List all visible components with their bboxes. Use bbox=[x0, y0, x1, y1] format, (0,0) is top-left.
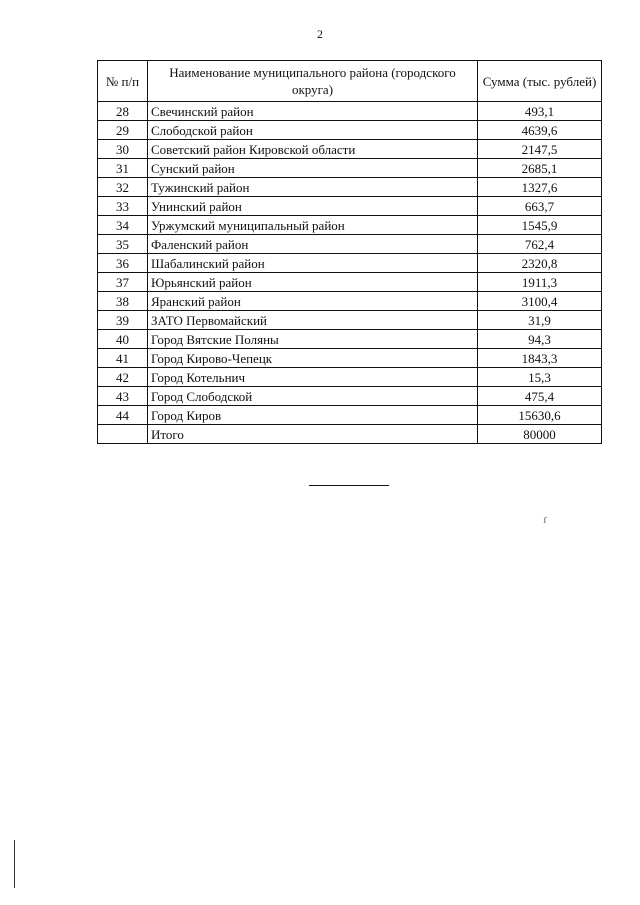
row-sum-cell: 1327,6 bbox=[478, 178, 602, 197]
end-separator-line bbox=[309, 485, 389, 486]
allocation-table bbox=[97, 60, 602, 444]
table-body bbox=[98, 102, 602, 425]
row-district-name-cell: Унинский район bbox=[148, 197, 478, 216]
row-district-name-cell: Свечинский район bbox=[148, 102, 478, 121]
row-district-name-cell: Город Киров bbox=[148, 406, 478, 425]
table-row bbox=[98, 140, 602, 159]
row-district-name-cell: ЗАТО Первомайский bbox=[148, 311, 478, 330]
table-row bbox=[98, 197, 602, 216]
total-row bbox=[98, 425, 602, 444]
row-district-name-cell: Юрьянский район bbox=[148, 273, 478, 292]
row-district-name-cell: Советский район Кировской области bbox=[148, 140, 478, 159]
table-row bbox=[98, 387, 602, 406]
total-sum-cell: 80000 bbox=[478, 425, 602, 444]
table-row bbox=[98, 159, 602, 178]
row-district-name-cell: Город Кирово-Чепецк bbox=[148, 349, 478, 368]
header-sum: Сумма (тыс. рублей) bbox=[478, 61, 602, 102]
table-row bbox=[98, 292, 602, 311]
row-district-name-cell: Шабалинский район bbox=[148, 254, 478, 273]
scan-margin-line bbox=[14, 840, 15, 888]
row-district-name-cell: Яранский район bbox=[148, 292, 478, 311]
table-row bbox=[98, 349, 602, 368]
row-number-cell: 35 bbox=[98, 235, 148, 254]
row-sum-cell: 1911,3 bbox=[478, 273, 602, 292]
table-row bbox=[98, 311, 602, 330]
table-row bbox=[98, 235, 602, 254]
row-number-cell: 28 bbox=[98, 102, 148, 121]
row-sum-cell: 475,4 bbox=[478, 387, 602, 406]
total-number-cell bbox=[98, 425, 148, 444]
row-number-cell: 34 bbox=[98, 216, 148, 235]
row-sum-cell: 4639,6 bbox=[478, 121, 602, 140]
row-number-cell: 36 bbox=[98, 254, 148, 273]
row-number-cell: 41 bbox=[98, 349, 148, 368]
table-row bbox=[98, 368, 602, 387]
row-district-name-cell: Слободской район bbox=[148, 121, 478, 140]
row-district-name-cell: Сунский район bbox=[148, 159, 478, 178]
table-row bbox=[98, 121, 602, 140]
row-district-name-cell: Город Слободской bbox=[148, 387, 478, 406]
row-sum-cell: 2685,1 bbox=[478, 159, 602, 178]
row-number-cell: 30 bbox=[98, 140, 148, 159]
row-sum-cell: 94,3 bbox=[478, 330, 602, 349]
row-sum-cell: 493,1 bbox=[478, 102, 602, 121]
row-sum-cell: 3100,4 bbox=[478, 292, 602, 311]
row-number-cell: 33 bbox=[98, 197, 148, 216]
row-sum-cell: 1843,3 bbox=[478, 349, 602, 368]
row-sum-cell: 31,9 bbox=[478, 311, 602, 330]
row-district-name-cell: Город Вятские Поляны bbox=[148, 330, 478, 349]
table-row bbox=[98, 406, 602, 425]
row-number-cell: 39 bbox=[98, 311, 148, 330]
table-row bbox=[98, 273, 602, 292]
total-label-cell: Итого bbox=[148, 425, 478, 444]
row-sum-cell: 2320,8 bbox=[478, 254, 602, 273]
row-number-cell: 43 bbox=[98, 387, 148, 406]
row-sum-cell: 15,3 bbox=[478, 368, 602, 387]
row-district-name-cell: Уржумский муниципальный район bbox=[148, 216, 478, 235]
table-row bbox=[98, 178, 602, 197]
row-number-cell: 29 bbox=[98, 121, 148, 140]
row-number-cell: 32 bbox=[98, 178, 148, 197]
table-row bbox=[98, 254, 602, 273]
row-sum-cell: 663,7 bbox=[478, 197, 602, 216]
header-number: № п/п bbox=[98, 61, 148, 102]
row-sum-cell: 2147,5 bbox=[478, 140, 602, 159]
row-sum-cell: 15630,6 bbox=[478, 406, 602, 425]
row-district-name-cell: Фаленский район bbox=[148, 235, 478, 254]
row-sum-cell: 1545,9 bbox=[478, 216, 602, 235]
row-number-cell: 44 bbox=[98, 406, 148, 425]
row-district-name-cell: Тужинский район bbox=[148, 178, 478, 197]
table-row bbox=[98, 216, 602, 235]
row-number-cell: 31 bbox=[98, 159, 148, 178]
row-district-name-cell: Город Котельнич bbox=[148, 368, 478, 387]
row-number-cell: 37 bbox=[98, 273, 148, 292]
stray-pen-mark: ґ bbox=[543, 512, 548, 526]
table-header-row bbox=[98, 61, 602, 102]
row-sum-cell: 762,4 bbox=[478, 235, 602, 254]
header-district-name: Наименование муниципального района (городского округа) bbox=[148, 61, 478, 102]
row-number-cell: 42 bbox=[98, 368, 148, 387]
table-row bbox=[98, 102, 602, 121]
page-number: 2 bbox=[317, 27, 323, 41]
row-number-cell: 38 bbox=[98, 292, 148, 311]
row-number-cell: 40 bbox=[98, 330, 148, 349]
table-row bbox=[98, 330, 602, 349]
